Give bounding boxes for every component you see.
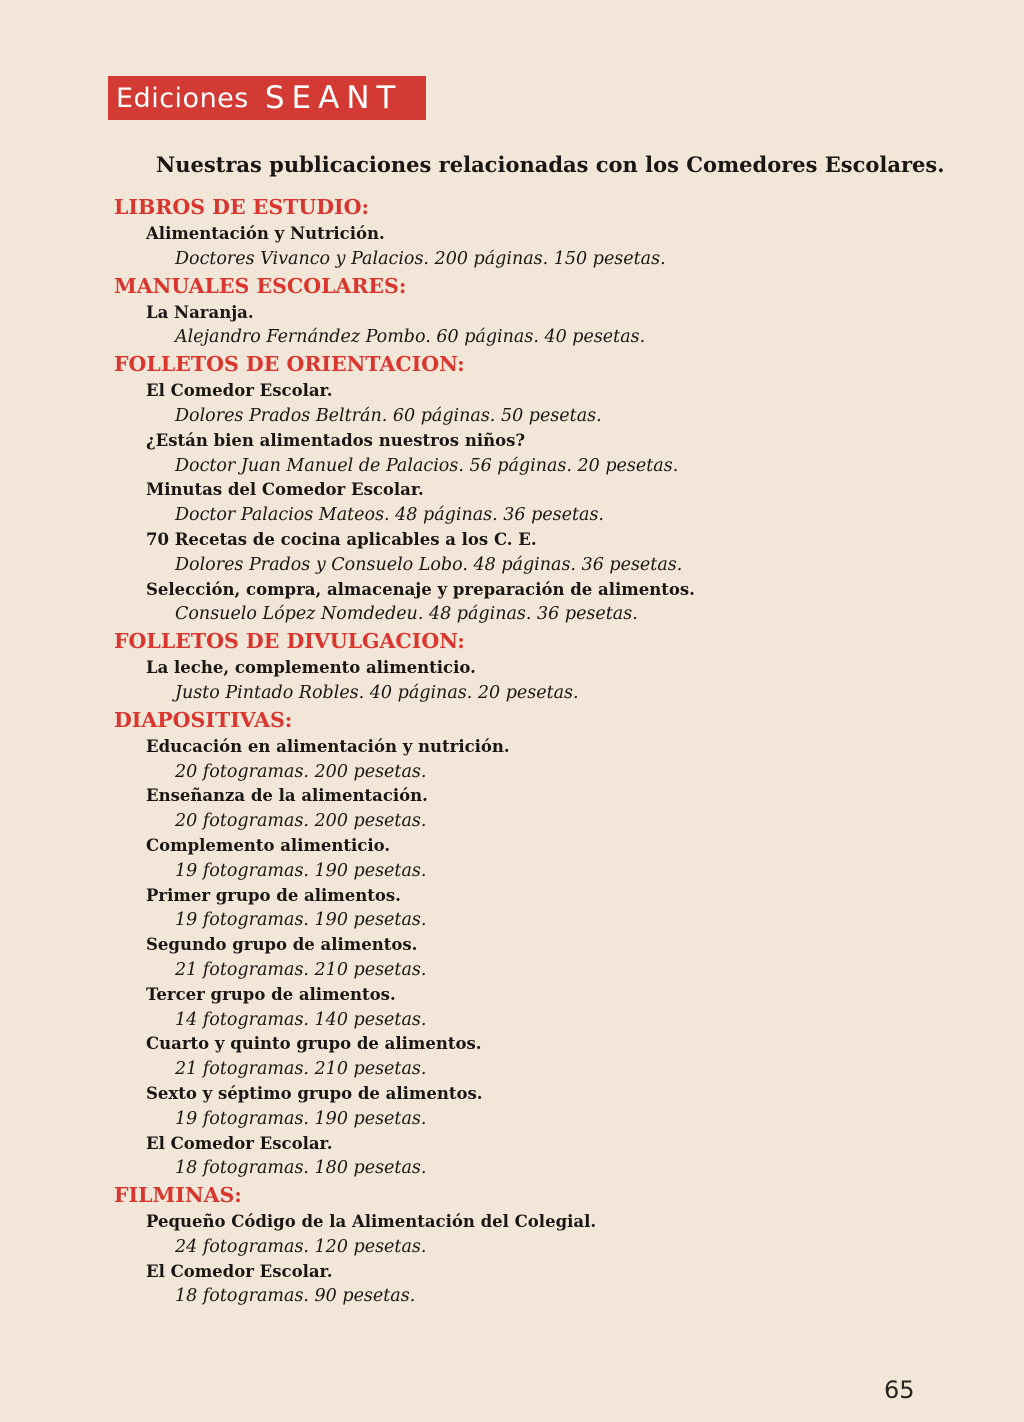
publication-item bbox=[114, 379, 974, 429]
publication-title: 70 Recetas de cocina aplicables a los C. E. bbox=[146, 529, 537, 549]
publication-detail: Doctor Palacios Mateos. 48 páginas. 36 pesetas. bbox=[175, 505, 604, 526]
publication-title: Minutas del Comedor Escolar. bbox=[146, 480, 424, 500]
publication-item bbox=[114, 983, 974, 1033]
publication-title: El Comedor Escolar. bbox=[146, 381, 333, 401]
publication-item bbox=[114, 784, 974, 834]
section-title: FILMINAS: bbox=[114, 1183, 242, 1208]
section-title: MANUALES ESCOLARES: bbox=[114, 273, 407, 298]
publication-detail: Doctores Vivanco y Palacios. 200 páginas. 150 pesetas. bbox=[175, 248, 666, 269]
publication-detail: Dolores Prados Beltrán. 60 páginas. 50 pesetas. bbox=[175, 405, 602, 426]
publication-item bbox=[114, 656, 974, 706]
publication-detail: 18 fotogramas. 180 pesetas. bbox=[175, 1158, 427, 1179]
section-title: FOLLETOS DE DIVULGACION: bbox=[114, 629, 465, 654]
publication-item bbox=[114, 528, 974, 578]
publication-item bbox=[114, 1210, 974, 1260]
publication-title: El Comedor Escolar. bbox=[146, 1133, 333, 1153]
publication-item bbox=[114, 884, 974, 934]
publication-detail: 21 fotogramas. 210 pesetas. bbox=[175, 1059, 427, 1080]
publication-title: Primer grupo de alimentos. bbox=[146, 885, 401, 905]
publication-detail: 20 fotogramas. 200 pesetas. bbox=[175, 761, 427, 782]
publication-title: Cuarto y quinto grupo de alimentos. bbox=[146, 1034, 482, 1054]
publication-item bbox=[114, 834, 974, 884]
publication-title: Sexto y séptimo grupo de alimentos. bbox=[146, 1083, 483, 1103]
publication-section bbox=[114, 350, 974, 627]
publication-section bbox=[114, 272, 974, 351]
publication-section bbox=[114, 1181, 974, 1309]
publication-title: ¿Están bien alimentados nuestros niños? bbox=[146, 430, 526, 450]
publication-section bbox=[114, 627, 974, 706]
publication-detail: 19 fotogramas. 190 pesetas. bbox=[175, 1108, 427, 1129]
publication-title: Educación en alimentación y nutrición. bbox=[146, 736, 510, 756]
publication-item bbox=[114, 222, 974, 272]
page-intro: Nuestras publicaciones relacionadas con los Comedores Escolares. bbox=[156, 152, 945, 177]
publication-detail: Consuelo López Nomdedeu. 48 páginas. 36 pesetas. bbox=[175, 604, 638, 625]
publication-title: Segundo grupo de alimentos. bbox=[146, 935, 418, 955]
publication-section bbox=[114, 193, 974, 272]
brand-name-part1: Ediciones bbox=[116, 82, 249, 114]
publisher-logo bbox=[108, 76, 426, 120]
publication-item bbox=[114, 1082, 974, 1132]
publication-item bbox=[114, 933, 974, 983]
publication-item bbox=[114, 1260, 974, 1310]
publication-detail: Justo Pintado Robles. 40 páginas. 20 pesetas. bbox=[175, 682, 579, 703]
publication-title: El Comedor Escolar. bbox=[146, 1261, 333, 1281]
publication-detail: 14 fotogramas. 140 pesetas. bbox=[175, 1009, 427, 1030]
publication-detail: Dolores Prados y Consuelo Lobo. 48 páginas. 36 pesetas. bbox=[175, 554, 683, 575]
publication-item bbox=[114, 735, 974, 785]
publication-detail: 20 fotogramas. 200 pesetas. bbox=[175, 811, 427, 832]
publication-item bbox=[114, 578, 974, 628]
publication-detail: 18 fotogramas. 90 pesetas. bbox=[175, 1286, 416, 1307]
publication-item bbox=[114, 301, 974, 351]
publication-detail: 19 fotogramas. 190 pesetas. bbox=[175, 910, 427, 931]
section-title: FOLLETOS DE ORIENTACION: bbox=[114, 352, 465, 377]
publication-item bbox=[114, 478, 974, 528]
publication-title: Complemento alimenticio. bbox=[146, 835, 391, 855]
publication-item bbox=[114, 1032, 974, 1082]
publication-detail: 19 fotogramas. 190 pesetas. bbox=[175, 860, 427, 881]
publication-item bbox=[114, 1132, 974, 1182]
publication-title: La leche, complemento alimenticio. bbox=[146, 658, 476, 678]
publication-item bbox=[114, 429, 974, 479]
publication-title: Alimentación y Nutrición. bbox=[146, 224, 385, 243]
section-title: LIBROS DE ESTUDIO: bbox=[114, 195, 370, 219]
publication-title: Tercer grupo de alimentos. bbox=[146, 984, 396, 1004]
publication-title: Selección, compra, almacenaje y preparación de alimentos. bbox=[146, 579, 695, 599]
publication-section bbox=[114, 706, 974, 1181]
publication-detail: Alejandro Fernández Pombo. 60 páginas. 40 pesetas. bbox=[175, 327, 646, 348]
publication-detail: 24 fotogramas. 120 pesetas. bbox=[175, 1236, 427, 1257]
brand-name-part2: SEANT bbox=[264, 80, 403, 116]
publication-title: La Naranja. bbox=[146, 302, 254, 322]
publication-title: Enseñanza de la alimentación. bbox=[146, 786, 428, 806]
publication-detail: Doctor Juan Manuel de Palacios. 56 páginas. 20 pesetas. bbox=[175, 455, 679, 476]
publication-list bbox=[114, 193, 974, 1309]
section-title: DIAPOSITIVAS: bbox=[114, 707, 293, 732]
page-number: 65 bbox=[884, 1376, 915, 1404]
publication-title: Pequeño Código de la Alimentación del Colegial. bbox=[146, 1212, 597, 1232]
publication-detail: 21 fotogramas. 210 pesetas. bbox=[175, 959, 427, 980]
